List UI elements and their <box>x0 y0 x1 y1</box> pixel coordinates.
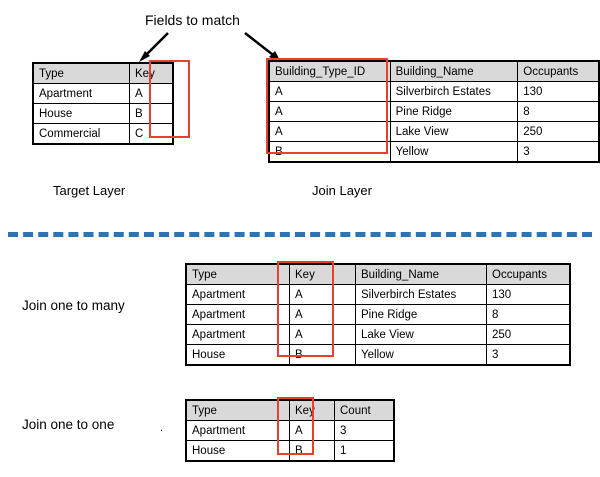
table-row <box>33 124 173 145</box>
column-header-type: Type <box>186 400 290 421</box>
stray-dot: . <box>160 422 164 434</box>
cell-building-type-id: B <box>269 142 390 163</box>
cell-type: Apartment <box>186 285 290 305</box>
table-row <box>33 104 173 124</box>
cell-building-name: Lake View <box>390 122 518 142</box>
cell-type: Apartment <box>33 84 130 104</box>
cell-occupants: 3 <box>487 345 571 366</box>
cell-building-type-id: A <box>269 82 390 102</box>
cell-building-name: Pine Ridge <box>356 305 487 325</box>
cell-type: House <box>186 345 290 366</box>
cell-type: House <box>186 441 290 462</box>
target-layer-table-wrapper <box>32 62 174 145</box>
one-to-one-table-wrapper <box>185 399 395 462</box>
cell-key: B <box>130 104 174 124</box>
cell-key: A <box>130 84 174 104</box>
cell-key: B <box>290 345 356 366</box>
cell-type: Apartment <box>186 325 290 345</box>
cell-type: Commercial <box>33 124 130 145</box>
cell-key: A <box>290 421 335 441</box>
cell-key: A <box>290 285 356 305</box>
join-layer-table <box>268 60 600 163</box>
column-header-building-name: Building_Name <box>390 61 518 82</box>
join-one-to-one-caption: Join one to one <box>22 417 115 432</box>
table-row <box>186 305 570 325</box>
cell-type: Apartment <box>186 305 290 325</box>
cell-building-name: Lake View <box>356 325 487 345</box>
column-header-key: Key <box>130 63 174 84</box>
cell-key: B <box>290 441 335 462</box>
table-header-row <box>33 63 173 84</box>
cell-building-name: Yellow <box>390 142 518 163</box>
cell-building-name: Yellow <box>356 345 487 366</box>
join-one-to-many-caption: Join one to many <box>22 298 125 313</box>
cell-occupants: 8 <box>518 102 599 122</box>
cell-building-name: Silverbirch Estates <box>356 285 487 305</box>
section-divider <box>8 232 592 237</box>
join-layer-table-wrapper <box>268 60 600 163</box>
column-header-building-type-id: Building_Type_ID <box>269 61 390 82</box>
column-header-occupants: Occupants <box>487 264 571 285</box>
table-header-row <box>186 264 570 285</box>
cell-occupants: 130 <box>487 285 571 305</box>
table-row <box>186 285 570 305</box>
one-to-one-table <box>185 399 395 462</box>
column-header-count: Count <box>335 400 395 421</box>
cell-occupants: 8 <box>487 305 571 325</box>
cell-occupants: 130 <box>518 82 599 102</box>
cell-count: 3 <box>335 421 395 441</box>
cell-key: A <box>290 325 356 345</box>
join-layer-caption: Join Layer <box>312 183 372 198</box>
table-row <box>186 441 394 462</box>
table-header-row <box>186 400 394 421</box>
cell-type: Apartment <box>186 421 290 441</box>
target-layer-caption: Target Layer <box>53 183 126 198</box>
cell-building-name: Pine Ridge <box>390 102 518 122</box>
column-header-type: Type <box>186 264 290 285</box>
cell-occupants: 250 <box>518 122 599 142</box>
one-to-many-table <box>185 263 571 366</box>
cell-occupants: 3 <box>518 142 599 163</box>
fields-to-match-label: Fields to match <box>145 12 240 28</box>
cell-building-name: Silverbirch Estates <box>390 82 518 102</box>
cell-occupants: 250 <box>487 325 571 345</box>
column-header-type: Type <box>33 63 130 84</box>
target-layer-table <box>32 62 174 145</box>
cell-type: House <box>33 104 130 124</box>
table-header-row <box>269 61 599 82</box>
column-header-key: Key <box>290 264 356 285</box>
cell-key: C <box>130 124 174 145</box>
cell-building-type-id: A <box>269 122 390 142</box>
cell-building-type-id: A <box>269 102 390 122</box>
table-row <box>269 82 599 102</box>
table-row <box>269 122 599 142</box>
table-row <box>269 142 599 163</box>
column-header-building-name: Building_Name <box>356 264 487 285</box>
column-header-occupants: Occupants <box>518 61 599 82</box>
table-row <box>186 325 570 345</box>
table-row <box>186 421 394 441</box>
one-to-many-table-wrapper <box>185 263 571 366</box>
table-row <box>269 102 599 122</box>
table-row <box>33 84 173 104</box>
table-row <box>186 345 570 366</box>
cell-count: 1 <box>335 441 395 462</box>
cell-key: A <box>290 305 356 325</box>
column-header-key: Key <box>290 400 335 421</box>
